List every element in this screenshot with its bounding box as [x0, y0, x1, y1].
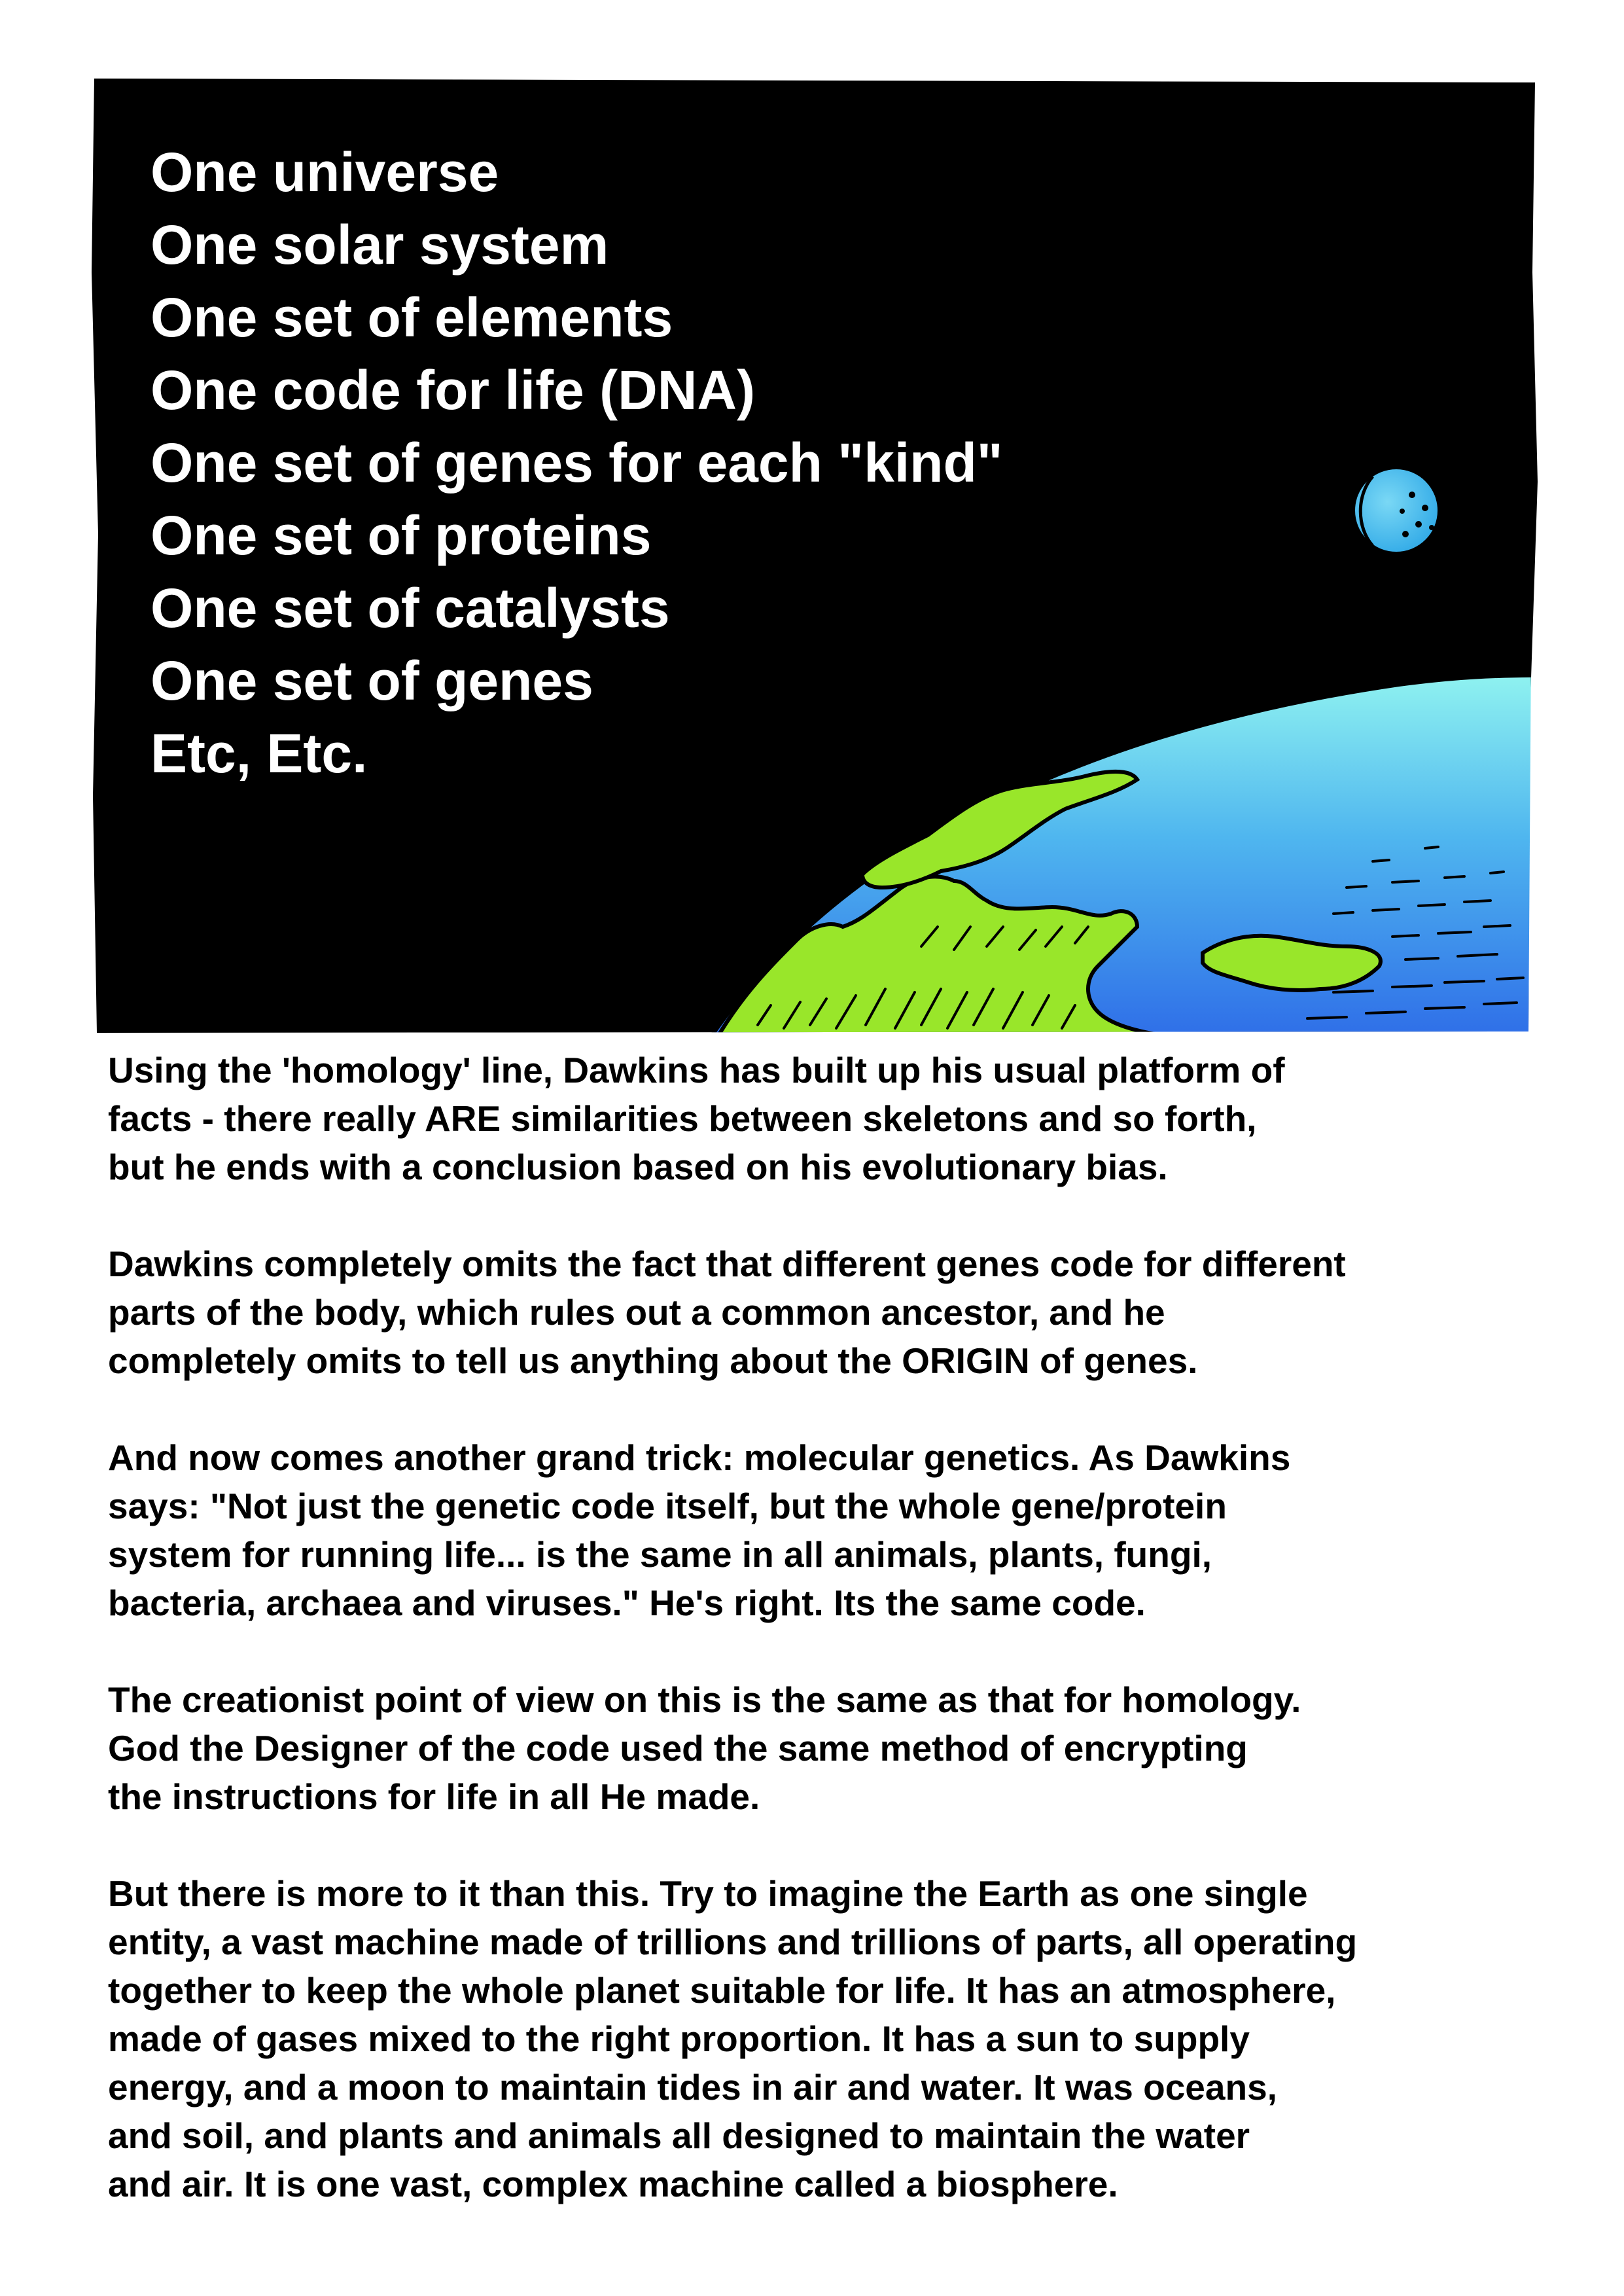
panel-line: One set of proteins	[150, 505, 652, 566]
text-line: But there is more to it than this. Try to imagine the Earth as one single	[108, 1873, 1308, 1914]
text-line: bacteria, archaea and viruses." He's right. Its the same code.	[108, 1583, 1146, 1623]
paragraph-homology	[108, 1046, 1600, 1191]
panel-line: One set of elements	[150, 287, 673, 348]
paragraph-biosphere	[108, 1869, 1600, 2208]
moon-icon	[1353, 467, 1439, 554]
text-line: and soil, and plants and animals all designed to maintain the water	[108, 2115, 1250, 2156]
panel-line: One set of genes	[150, 650, 593, 711]
panel-line: One universe	[150, 141, 499, 203]
text-line: made of gases mixed to the right proportion. It has a sun to supply	[108, 2018, 1250, 2059]
panel-line: One set of genes for each "kind"	[150, 432, 1003, 493]
text-line: The creationist point of view on this is the same as that for homology.	[108, 1679, 1301, 1720]
text-line: system for running life... is the same in all animals, plants, fungi,	[108, 1534, 1212, 1575]
paragraph-genes	[108, 1240, 1600, 1385]
text-line: but he ends with a conclusion based on his evolutionary bias.	[108, 1147, 1168, 1187]
text-line: parts of the body, which rules out a common ancestor, and he	[108, 1292, 1165, 1333]
panel-line: One solar system	[150, 214, 609, 276]
text-line: energy, and a moon to maintain tides in air and water. It was oceans,	[108, 2067, 1277, 2108]
text-line: facts - there really ARE similarities between skeletons and so forth,	[108, 1098, 1257, 1139]
paragraph-creationist-view	[108, 1676, 1600, 1821]
text-line: and air. It is one vast, complex machine called a biosphere.	[108, 2164, 1118, 2204]
text-line: entity, a vast machine made of trillions and trillions of parts, all operating	[108, 1922, 1358, 1962]
paragraph-molecular-genetics	[108, 1433, 1600, 1627]
text-line: says: "Not just the genetic code itself, but the whole gene/protein	[108, 1486, 1227, 1526]
panel-line: One set of catalysts	[150, 577, 670, 639]
text-line: God the Designer of the code used the same method of encrypting	[108, 1728, 1248, 1768]
panel-list	[150, 136, 1003, 790]
panel-line: One code for life (DNA)	[150, 359, 756, 421]
space-illustration-panel	[90, 76, 1539, 1035]
panel-line: Etc, Etc.	[150, 723, 368, 784]
text-line: And now comes another grand trick: molecular genetics. As Dawkins	[108, 1437, 1291, 1478]
text-line: together to keep the whole planet suitable for life. It has an atmosphere,	[108, 1970, 1336, 2011]
text-line: Dawkins completely omits the fact that different genes code for different	[108, 1244, 1346, 1284]
body-text	[108, 1046, 1600, 2257]
text-line: the instructions for life in all He made.	[108, 1776, 760, 1817]
text-line: Using the 'homology' line, Dawkins has built up his usual platform of	[108, 1050, 1285, 1090]
text-line: completely omits to tell us anything about the ORIGIN of genes.	[108, 1340, 1198, 1381]
